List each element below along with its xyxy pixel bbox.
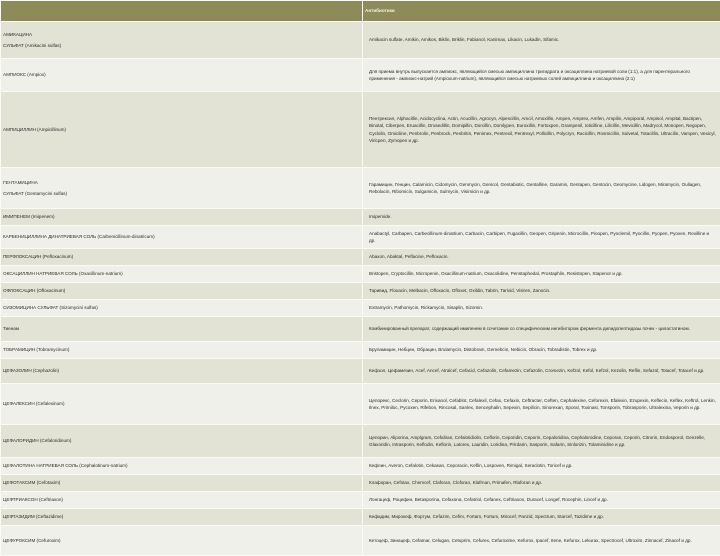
table-row (1, 342, 720, 359)
trade-names-cell: Кетоцеф, Зинацеф, Cefamar, Celugan, Cetoprim, Cefurex, Cefuroxime, Kefurox, Ipacef, Itene, Kefurox, Lekurax, Spectrocef, Ultroxim, Zinnacef, Zinacef и др. (363, 526, 720, 556)
table-body (1, 22, 720, 556)
drug-name-line: ЦЕФОТАКСИМ (Cefotaxim) (3, 480, 60, 485)
trade-names-cell: Anabactyl, Carbapen, Carbecillinum-dinatrium, Carbacin, Carbipen, Fugacillin, Geopen, Gripenin, Microcillin, Pioopen, Pyoclemil, Pyocillin, Pyopen, Pyoxen, Rexilline и др. (363, 226, 720, 249)
table-row (1, 300, 720, 317)
drug-name-line: АМПИОКС (Ampiox) (3, 72, 46, 77)
drug-name-line: ЦЕФАЛЕКСИН (Cefalexinum) (3, 401, 65, 406)
drug-name-line: ОКСАЦИЛЛИН НАТРИЕВАЯ СОЛЬ (Oxacillinum-natrium) (3, 271, 123, 276)
drug-name-cell (1, 266, 363, 283)
trade-names-cell: Гарамицин, Генцин, Calamicin, Cidomycin, Genmycin, Genicol, Gentabiotic, Gentalline, Garamin, Gentapen, Gentocin, Geomycine, Lidogen, Miramycin, Ouliagen, Rebolacin, Ribomicin, Sulgamicin, Sulmycin, Visimicin и др. (363, 168, 720, 209)
drug-name-line: КАРБЕНИЦИЛЛИНА ДИНАТРИЕВАЯ СОЛЬ (Carbenicillinum-dinatricum) (3, 234, 155, 239)
drug-name-cell (1, 384, 363, 425)
drug-name-cell (1, 226, 363, 249)
table-row (1, 359, 720, 384)
table-row (1, 226, 720, 249)
table-row (1, 458, 720, 475)
trade-names-cell: Bristopen, Cryptocillin, Micropenin, Oxacillinum-natrium, Oxacolidine, Penstaphedal, Prostaphlin, Resistopen, Stapenor и др. (363, 266, 720, 283)
trade-names-cell: Цепорин, Aliporina, Amplgram, Cefaliran, Cefalotidiolin, Ceflorin, Ceporidin, Ceporin, Cepaloridina, Cephalorodine, Ceporan, Ceporin, Citrorin, Endosporol, Genzelle, Glaxoridin, Intrasporin, Keflodin, Keflorin, Latorex, Lauridin, Loridina, Prirdarin, Sasporin, Safarin, Sinlorizin, Tolaminidine и др. (363, 425, 720, 458)
drug-name-cell (1, 425, 363, 458)
drug-name-cell (1, 59, 363, 92)
drug-name-line: ГЕНТАМИЦИНА (3, 179, 358, 186)
trade-names-cell: Для приема внутрь выпускается ампиокс, являющийся смесью ампициллина тригидрата и оксациллина натриевой соли (1:1), а для парентерального применения - ампиокс-натрий (Ampioxum-natrium), являющийся смесью натриевых солей ампициллина и оксациллина (2:1) (363, 59, 720, 92)
trade-names-cell: Кефлин, Averon, Cefalotin, Cekasan, Ceporacin, Keflin, Lospoven, Rimigal, Seraclotin, Toricef и др. (363, 458, 720, 475)
table-row (1, 168, 720, 209)
drug-name-line: ЦЕФТРИАКСОН (Ceftriaxon) (3, 497, 63, 502)
trade-names-cell: Пентрексил, Alphacillin, Acidocyclina, Actin, Acucillin, Agrocyn, Alpencillin, Amcil, Amoxillin, Ampen, Amprex, Amfen, Ampilin, Ampiporal, Ampisol, Ampital, Bactipen, Binotal, Ciberpen, Eruacillin, Drusedillin, Domipillin, Dorcillin, Domlypen, Euroxillin, Fortoxpen, Grampenil, Ioticilline, Lilicillin, Mevicillin, Madrycol, Monopen, Negopen, Cyclolin, Omiciline, Penbrolin, Penbrock, Penbritin, Penimex, Pentrexil, Pentrexyl, Pollicillin, Polycryn, Racicillin, Rosmicillin, Sulvetal, Totacillin, Ultracilin, Vampen, Vexicyl, Viricpen, Zymopen и др. (363, 92, 720, 168)
drug-name-cell (1, 526, 363, 556)
drug-name-line: ЦЕФТАЗИДИМ (Ceftazidime) (3, 514, 63, 519)
table-row (1, 283, 720, 300)
trade-names-cell: Extramycin, Pathomycin, Rickamycin, Sisaplin, Sizomin. (363, 300, 720, 317)
drug-name-cell (1, 359, 363, 384)
trade-names-cell: Amikacin sulfate, Amikin, Amikos, Biklin, Briklin, Fabianol, Kanimax, Likacin, Lukadin, Sifamic. (363, 22, 720, 59)
trade-names-cell: Бруламицин, Небцин, Обрацин, Brulamycin, Distobram, Gernebcin, Nebicin, Obracin, Tobradistin, Tobrex и др. (363, 342, 720, 359)
drug-name-line: ИМИПЕНЕМ (Imipenem) (3, 214, 55, 219)
table-row (1, 492, 720, 509)
table-row (1, 92, 720, 168)
drug-name-line: ЦЕФАЗОЛИН (Cephazolin) (3, 368, 59, 373)
drug-name-line: ПЕРФЛОКСАЦИН (Pefloxacinum) (3, 254, 73, 259)
table-header-row (1, 1, 720, 22)
drug-name-line: ЦЕФАЛОРИДИН (Cefaloridinum) (3, 438, 71, 443)
drug-name-cell (1, 168, 363, 209)
drug-name-cell (1, 317, 363, 342)
drug-name-cell (1, 475, 363, 492)
drug-name-cell (1, 283, 363, 300)
trade-names-cell: Imipemide. (363, 209, 720, 226)
drug-name-line: ЦЕФУРОКСИМ (Cefuroxim) (3, 538, 61, 543)
drug-name-line: АМПИЦИЛЛИН (Ampicillinum) (3, 127, 66, 132)
table-row (1, 509, 720, 526)
drug-name-cell (1, 492, 363, 509)
drug-name-line: СУЛЬФАТ (Gentamycini sulfas) (3, 190, 358, 197)
table-row (1, 475, 720, 492)
drug-name-line: СИЗОМИЦИНА СУЛЬФАТ (Sizomycini sulfas) (3, 305, 98, 310)
drug-name-cell (1, 209, 363, 226)
drug-name-line: ЦЕФАЛОТИНА НАТРИЕВАЯ СОЛЬ (Cephalotinum-natrium) (3, 463, 128, 468)
drug-name-cell (1, 458, 363, 475)
header-cell-drug (1, 1, 363, 22)
drug-name-cell (1, 92, 363, 168)
drug-name-line: Тиенам (3, 326, 19, 331)
trade-names-cell: Abaxon, Abaktal, Peflacine, Pefloxacin. (363, 249, 720, 266)
drug-name-line: АМИКАЦИНА (3, 31, 358, 38)
table-row (1, 249, 720, 266)
drug-name-cell (1, 509, 363, 526)
drug-name-line: СУЛЬФАТ (Amikacini sulfas) (3, 42, 358, 49)
trade-names-cell: Кефадим, Мирокеф, Фортум, Cefazim, Cefim, Fortam, Fortum, Mirocef, Panzid, Spectrum, Starcef, Tazidime и др. (363, 509, 720, 526)
drug-name-cell (1, 300, 363, 317)
table-row (1, 384, 720, 425)
trade-names-cell: Клафоран, Cefotax, Chemcef, Claforan, Cloforan, Klafrnan, Primafen, Rlaforan и др. (363, 475, 720, 492)
table-row (1, 526, 720, 556)
table-row (1, 59, 720, 92)
table-row (1, 209, 720, 226)
trade-names-cell: Комбинированный препарат, содержащий имипенем в сочетании со специфическим ингибитором фермента дипидопептидазы почек - циластатином. (363, 317, 720, 342)
trade-names-cell: Таривид, Floxacin, Melbacin, Ofloxacin, Ofloxet, Oxildin, Tabrin, Tarivid, Visiren, Zanocin. (363, 283, 720, 300)
drug-name-cell (1, 249, 363, 266)
drug-name-cell (1, 342, 363, 359)
table-row (1, 317, 720, 342)
drug-name-line: ТОБРАМИЦИН (Tobramycinum) (3, 347, 69, 352)
trade-names-cell: Кефзол, Цефамезин, Acef, Ancef, Atralcef, Cefacid, Cefazolin, Cefamezin, Cefazolin, Cromezin, Kefzol, Kefol, Kefzol, Kezolin, Reflin, Sefazol, Totacef, Totacef и др. (363, 359, 720, 384)
trade-names-cell: Лонгацеф, Роцефин, Betasporina, Cefaxona, Cefatriol, Cefanex, Ceftriaxon, Duracef, Longef, Rocephin, Lincef и др. (363, 492, 720, 509)
header-cell-title: Антибиотики (363, 1, 720, 22)
table-row (1, 425, 720, 458)
drug-name-line: ОФЛОКСАЦИН (Ofloxacinum) (3, 288, 65, 293)
table-row (1, 266, 720, 283)
drug-name-cell (1, 22, 363, 59)
table-row (1, 22, 720, 59)
trade-names-cell: Цепорекс, Ceclorin, Ceporin, Erixanol, Cefablot, Cefalexil, Cefax, Cefaxin, Ceftracter, Ceften, Cephalexine, Ceforexin, Efalexin, Ezupexin, Keflecin, Keflex, Keftrol, Lenkin, Ilnex, Primiloc, Pycoxen, Rifebon, Rincosal, Sanlex, Sencephalin, Sepexin, Sepilicin, Sinorexan, Sporal, Toxinasi, Tonsporin, Tobrasporin, Ultralexina, Veporin и др. (363, 384, 720, 425)
